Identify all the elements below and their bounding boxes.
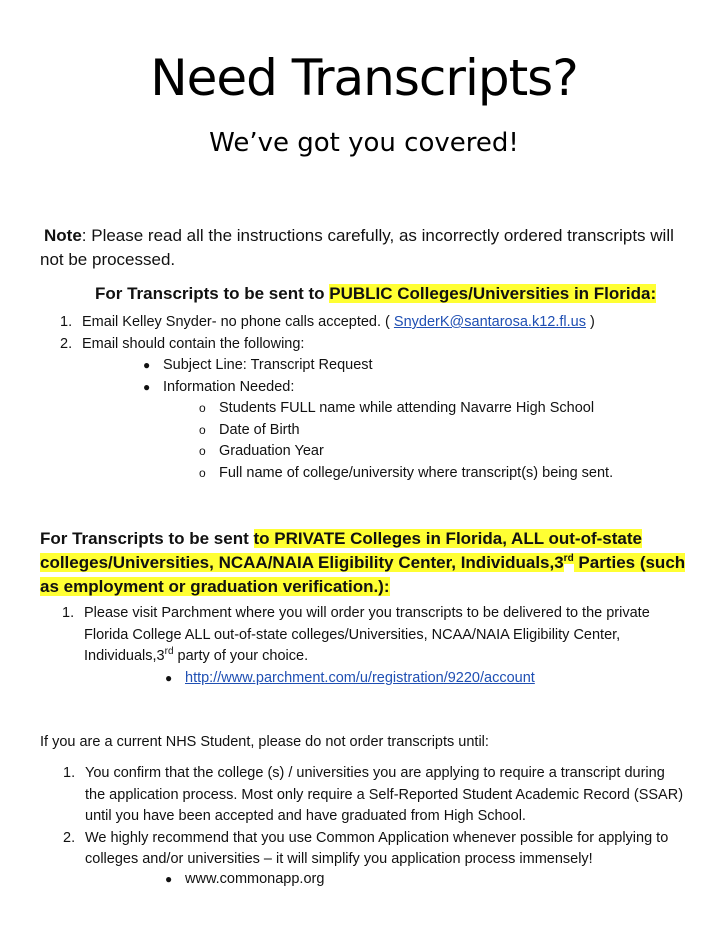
list-number: 1. xyxy=(62,605,75,621)
list-item xyxy=(60,312,702,334)
current-student-list xyxy=(63,763,685,871)
list-item xyxy=(199,398,699,420)
current-student-intro: If you are a current NHS Student, please do not order transcripts until: xyxy=(40,734,489,750)
bullet-marker: ● xyxy=(143,358,151,372)
commonapp-list xyxy=(165,869,585,891)
list-item xyxy=(63,763,685,828)
list-number: 2. xyxy=(63,829,76,846)
parchment-link[interactable]: http://www.parchment.com/u/registration/9220/account xyxy=(185,670,535,686)
public-colleges-heading xyxy=(95,282,695,306)
heading-plain: For Transcripts to be sent xyxy=(40,529,254,548)
item-superscript: rd xyxy=(164,646,174,658)
item-text: Subject Line: Transcript Request xyxy=(163,357,373,373)
item-text: We highly recommend that you use Common Application whenever possible for applying to colleges and/or universities – it will simplify you application process immensely! xyxy=(85,829,669,867)
note-label: Note xyxy=(44,226,82,245)
list-item xyxy=(143,355,683,377)
public-steps-list xyxy=(60,312,702,355)
note-paragraph xyxy=(40,224,700,272)
circle-marker: o xyxy=(199,422,206,437)
circle-marker: o xyxy=(199,444,206,458)
list-number: 2. xyxy=(60,335,73,352)
email-contents-list xyxy=(143,355,683,398)
item-text: Date of Birth xyxy=(219,421,300,438)
circle-marker: o xyxy=(199,465,206,480)
list-item xyxy=(199,441,699,463)
item-text-a: Please visit Parchment where you will order you transcripts to be delivered to the private Florida College ALL out-of-state colleges/Universities, NCAA/NAIA Eligibility Center, Individuals,3 xyxy=(84,605,650,664)
private-colleges-heading xyxy=(40,527,690,599)
private-steps-list xyxy=(62,603,684,668)
item-text: Students FULL name while attending Navarre High School xyxy=(219,400,595,416)
list-item xyxy=(143,377,683,399)
item-text: Email should contain the following: xyxy=(82,335,305,352)
parchment-link-list xyxy=(165,668,685,690)
item-text-end: ) xyxy=(585,314,595,330)
circle-marker: o xyxy=(199,401,206,415)
list-item xyxy=(62,603,684,668)
heading-plain: For Transcripts to be sent to xyxy=(95,284,330,303)
bullet-marker: ● xyxy=(143,379,151,394)
list-item xyxy=(199,463,699,485)
item-text-b: party of your choice. xyxy=(173,648,309,664)
list-item xyxy=(199,420,699,442)
item-text: Full name of college/university where transcript(s) being sent. xyxy=(219,464,614,481)
information-needed-list xyxy=(199,398,699,484)
list-item xyxy=(60,334,702,356)
page-subtitle: We’ve got you covered! xyxy=(209,128,519,158)
list-number: 1. xyxy=(63,765,76,781)
page-title: Need Transcripts? xyxy=(150,49,578,107)
list-number: 1. xyxy=(60,314,73,330)
note-text: : Please read all the instructions carefully, as incorrectly ordered transcripts will not be processed. xyxy=(40,226,674,269)
heading-highlight-b: Parties (such as employment or graduation verification.): xyxy=(40,553,686,596)
item-text: Graduation Year xyxy=(219,443,324,459)
item-text: You confirm that the college (s) / universities you are applying to require a transcript during the application process. Most only require a Self-Reported Student Academic Record (SSAR) until you have been accepted and have graduated from High School. xyxy=(85,765,684,824)
email-link[interactable]: SnyderK@santarosa.k12.fl.us xyxy=(393,314,586,330)
list-item xyxy=(165,869,585,891)
list-item xyxy=(63,828,685,871)
item-text: Email Kelley Snyder- no phone calls accepted. ( xyxy=(82,314,394,330)
commonapp-link-text[interactable]: www.commonapp.org xyxy=(185,871,325,887)
heading-highlight: PUBLIC Colleges/Universities in Florida xyxy=(329,284,651,303)
bullet-marker: ● xyxy=(165,872,173,886)
heading-highlight-a: to PRIVATE Colleges in Florida, ALL out-of-state colleges/Universities, NCAA/NAIA Eligibility Center, Individuals,3 xyxy=(40,529,642,572)
item-text: Information Needed: xyxy=(163,378,295,395)
heading-end: : xyxy=(650,284,657,303)
bullet-marker: ● xyxy=(165,671,173,685)
heading-superscript: rd xyxy=(563,553,574,565)
list-item xyxy=(165,668,685,690)
